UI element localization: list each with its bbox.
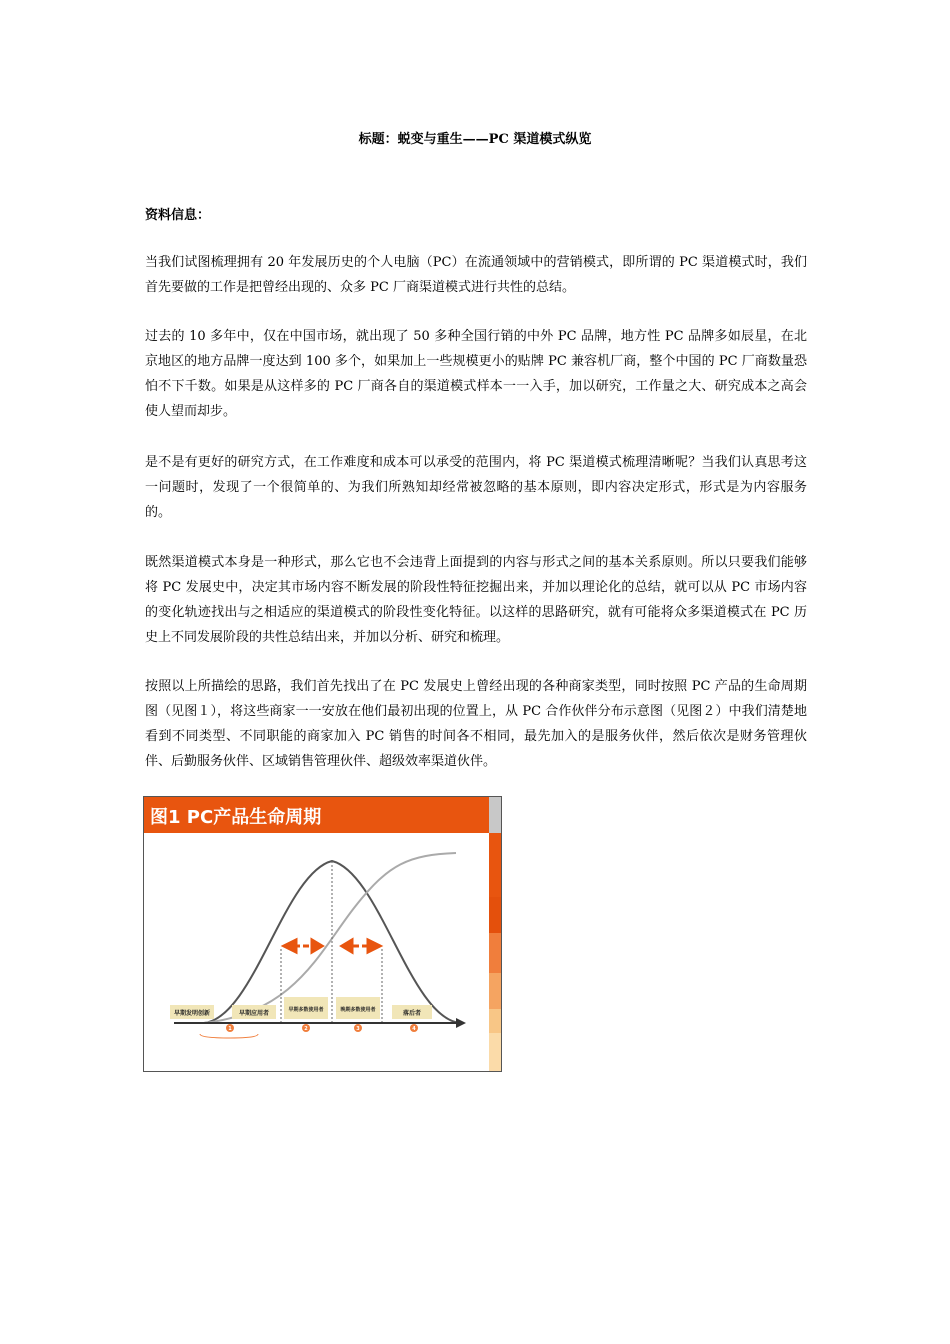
- section-label: 资料信息：: [145, 208, 211, 223]
- marker-label-3: 3: [356, 1026, 360, 1032]
- marker-label-1: 1: [228, 1026, 232, 1032]
- segment-label-4: 晚期多数使用者: [340, 1007, 376, 1013]
- marker-label-4: 4: [412, 1026, 416, 1032]
- paragraph-4: 既然渠道模式本身是一种形式，那么它也不会违背上面提到的内容与形式之间的基本关系原则。所以只要我们能够将 PC 发展史中，决定其市场内容不断发展的阶段性特征挖掘出来，并加以理论化的总结，就可以从 PC 市场内容的变化轨迹找出与之相适应的渠道模式的阶段性变化特征。以这样的思路研究，就有可能将众多渠道模式在 PC 历史上不同发展阶段的共性总结出来，并加以分析、研究和梳理。: [145, 555, 807, 645]
- paragraph-5: 按照以上所描绘的思路，我们首先找出了在 PC 发展史上曾经出现的各种商家类型，同时按照 PC 产品的生命周期图（见图１），将这些商家一一安放在他们最初出现的位置上，从 PC 合作伙伴分布示意图（见图２）中我们清楚地看到不同类型、不同职能的商家加入 PC 销售的时间各不相同，最先加入的是服务伙伴，然后依次是财务管理伙伴、后勤服务伙伴、区域销售管理伙伴、超级效率渠道伙伴。: [145, 679, 807, 769]
- early-brace: [200, 1034, 258, 1038]
- segment-label-5: 落后者: [402, 1010, 422, 1017]
- figure-header: [144, 797, 490, 833]
- color-strip-1: [489, 797, 501, 833]
- segment-label-3: 早期多数使用者: [288, 1007, 324, 1013]
- paragraph-2: 过去的 10 多年中，仅在中国市场，就出现了 50 多种全国行销的中外 PC 品牌，地方性 PC 品牌多如辰星，在北京地区的地方品牌一度达到 100 多个，如果加上一些规模更小的贴牌 PC 兼容机厂商，整个中国的 PC 厂商数量恐怕不下千数。如果是从这样多的 PC 厂商各自的渠道模式样本一一入手，加以研究，工作量之大、研究成本之高会使人望而却步。: [145, 329, 807, 419]
- color-strip-6: [489, 1009, 501, 1033]
- color-strip-2: [489, 833, 501, 897]
- cumulative-s-curve: [204, 853, 456, 1023]
- lifecycle-figure: [143, 796, 502, 1072]
- paragraph-1: 当我们试图梳理拥有 20 年发展历史的个人电脑（PC）在流通领域中的营销模式，即所谓的 PC 渠道模式时，我们首先要做的工作是把曾经出现的、众多 PC 厂商渠道模式进行共性的总结。: [145, 255, 807, 295]
- document-title: 标题：蜕变与重生——PC 渠道模式纵览: [358, 132, 592, 147]
- color-strip-4: [489, 933, 501, 973]
- paragraph-3: 是不是有更好的研究方式，在工作难度和成本可以承受的范围内，将 PC 渠道模式梳理清晰呢？当我们认真思考这一问题时，发现了一个很简单的、为我们所熟知却经常被忽略的基本原则，即内容决定形式，形式是为内容服务的。: [145, 455, 807, 520]
- segment-label-1: 早期发明创新: [173, 1010, 211, 1017]
- color-strip-3: [489, 897, 501, 933]
- color-strip-5: [489, 973, 501, 1009]
- segment-label-2: 早期应用者: [238, 1010, 270, 1017]
- figure-title: 图1 PC产品生命周期: [150, 807, 322, 828]
- color-strip-7: [489, 1033, 501, 1071]
- marker-label-2: 2: [304, 1026, 308, 1032]
- x-axis-arrow: [456, 1018, 466, 1028]
- lifecycle-diagram: [144, 833, 490, 1071]
